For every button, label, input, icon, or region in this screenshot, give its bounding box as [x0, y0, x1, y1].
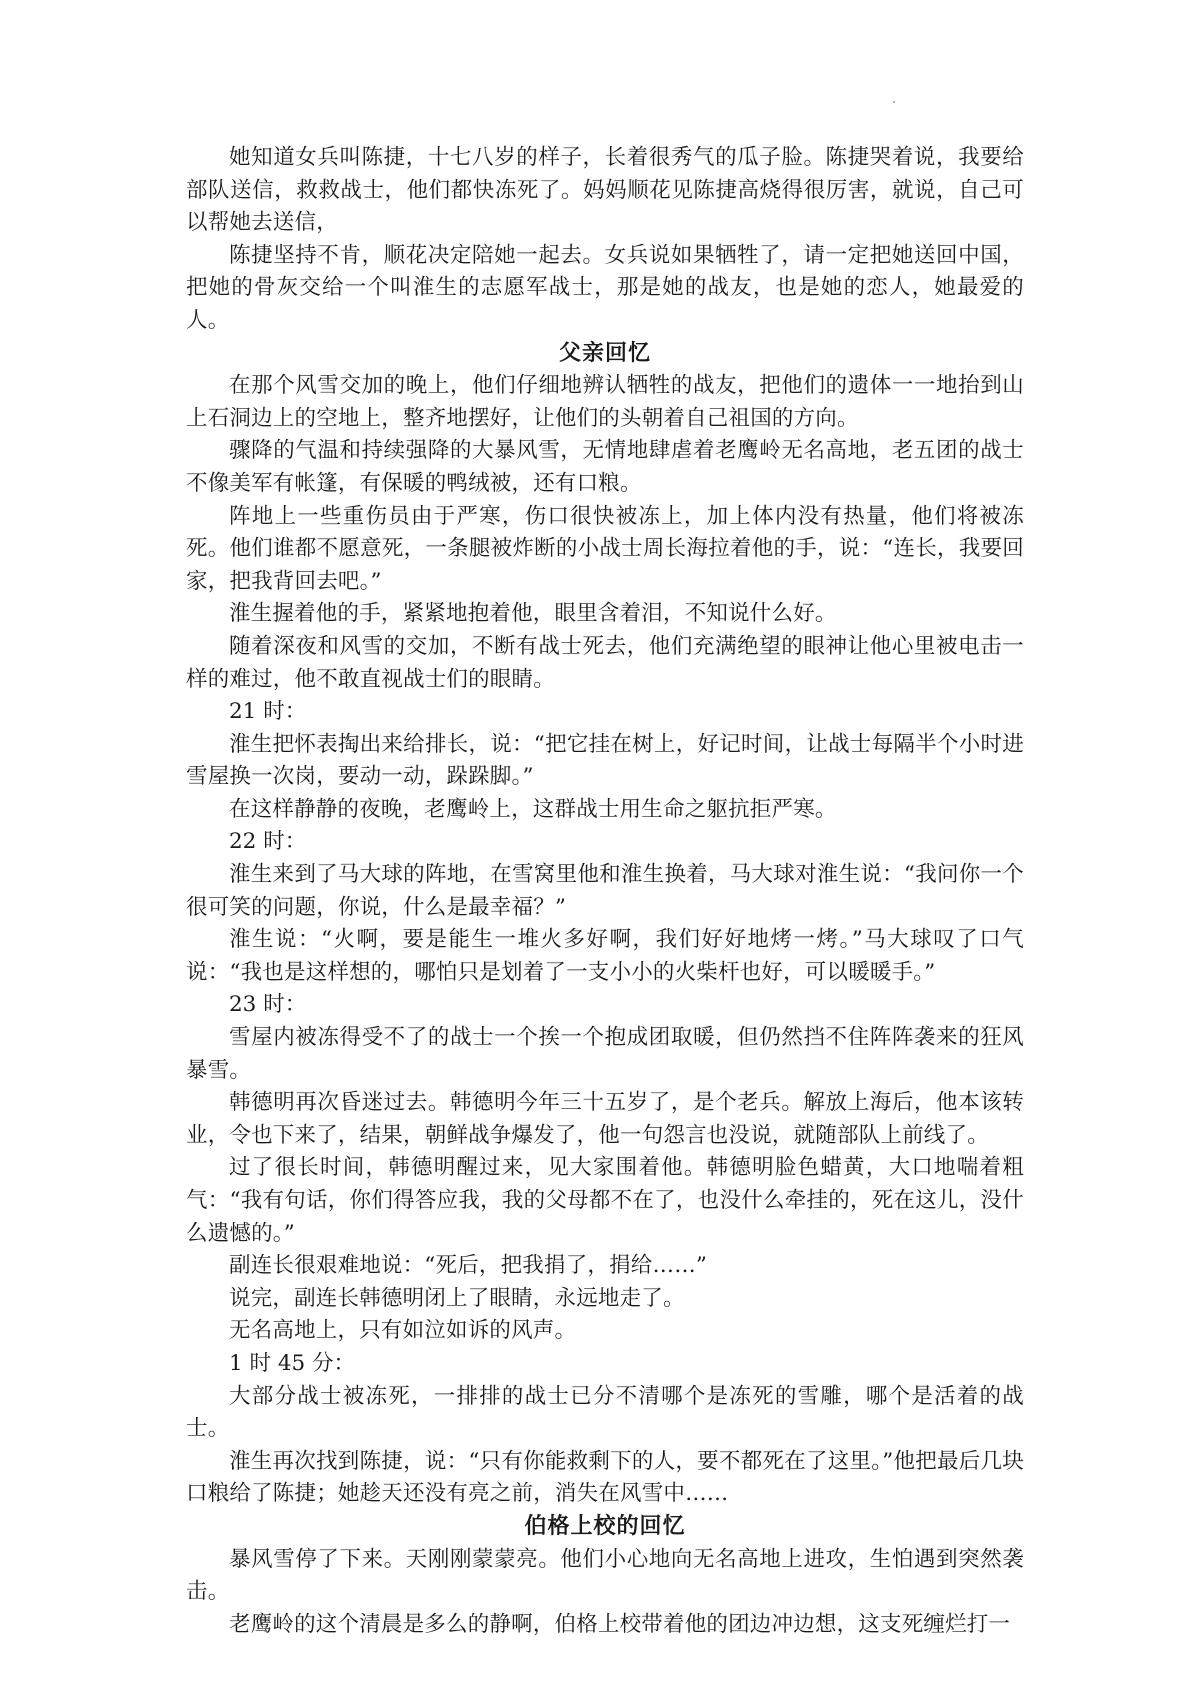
paragraph: 淮生说：“火啊，要是能生一堆火多好啊，我们好好地烤一烤。”马大球叹了口气说：“我也是这样想的，哪怕只是划着了一支小小的火柴杆也好，可以暖暖手。” [186, 927, 1024, 985]
paragraph: 大部分战士被冻死，一排排的战士已分不清哪个是冻死的雪雕，哪个是活着的战士。 [186, 1383, 1024, 1442]
paragraph: 副连长很艰难地说：“死后，把我捐了，捐给……” [229, 1253, 708, 1279]
paragraph: 陈捷坚持不肯，顺花决定陪她一起去。女兵说如果牺牲了，请一定把她送回中国，把她的骨灰交给一个叫淮生的志愿军战士，那是她的战友，也是她的恋人，她最爱的人。 [186, 242, 1024, 333]
paragraph: 说完，副连长韩德明闭上了眼睛，永远地走了。 [229, 1285, 685, 1311]
paragraph: 雪屋内被冻得受不了的战士一个挨一个抱成团取暖，但仍然挡不住阵阵袭来的狂风暴雪。 [186, 1025, 1024, 1083]
paragraph: 韩德明再次昏迷过去。韩德明今年三十五岁了，是个老兵。解放上海后，他本该转业，令也下来了，结果，朝鲜战争爆发了，他一句怨言也没说，就随部队上前线了。 [186, 1090, 1024, 1148]
paragraph: 无名高地上，只有如泣如诉的风声。 [229, 1318, 577, 1344]
time-marker: 1 时 45 分： [229, 1350, 356, 1376]
document-page [186, 142, 1024, 1641]
paragraph: 淮生把怀表掏出来给排长，说：“把它挂在树上，好记时间，让战士每隔半个小时进雪屋换一次岗，要动一动，跺跺脚。” [186, 731, 1024, 790]
paragraph: 暴风雪停了下来。天刚刚蒙蒙亮。他们小心地向无名高地上进攻，生怕遇到突然袭击。 [186, 1546, 1024, 1605]
scan-speck [893, 101, 895, 103]
paragraph: 淮生握着他的手，紧紧地抱着他，眼里含着泪，不知说什么好。 [229, 601, 837, 627]
paragraph: 阵地上一些重伤员由于严寒，伤口很快被冻上，加上体内没有热量，他们将被冻死。他们谁都不愿意死，一条腿被炸断的小战士周长海拉着他的手，说：“连长，我要回家，把我背回去吧。” [186, 503, 1024, 594]
section-heading: 父亲回忆 [558, 340, 651, 366]
paragraph: 骤降的气温和持续强降的大暴风雪，无情地肆虐着老鹰岭无名高地，老五团的战士不像美军有帐篷，有保暖的鸭绒被，还有口粮。 [186, 438, 1024, 496]
paragraph: 淮生来到了马大球的阵地，在雪窝里他和淮生换着，马大球对淮生说：“我问你一个很可笑的问题，你说，什么是最幸福？” [186, 862, 1024, 920]
paragraph: 随着深夜和风雪的交加，不断有战士死去，他们充满绝望的眼神让他心里被电击一样的难过，他不敢直视战士们的眼睛。 [186, 633, 1024, 692]
paragraph: 她知道女兵叫陈捷，十七八岁的样子，长着很秀气的瓜子脸。陈捷哭着说，我要给部队送信，救救战士，他们都快冻死了。妈妈顺花见陈捷高烧得很厉害，就说，自己可以帮她去送信， [186, 145, 1024, 236]
paragraph: 在这样静静的夜晚，老鹰岭上，这群战士用生命之躯抗拒严寒。 [229, 796, 837, 822]
time-marker: 22 时： [229, 829, 307, 855]
paragraph: 老鹰岭的这个清晨是多么的静啊，伯格上校带着他的团边冲边想，这支死缠烂打一 [229, 1611, 1011, 1637]
time-marker: 21 时： [229, 699, 307, 725]
section-heading: 伯格上校的回忆 [524, 1513, 686, 1539]
time-marker: 23 时： [229, 992, 307, 1018]
paragraph: 过了很长时间，韩德明醒过来，见大家围着他。韩德明脸色蜡黄，大口地喘着粗气：“我有句话，你们得答应我，我的父母都不在了，也没什么牵挂的，死在这儿，没什么遗憾的。” [186, 1155, 1024, 1246]
paragraph: 淮生再次找到陈捷，说：“只有你能救剩下的人，要不都死在了这里。”他把最后几块口粮给了陈捷；她趁天还没有亮之前，消失在风雪中…… [186, 1448, 1024, 1507]
paragraph: 在那个风雪交加的晚上，他们仔细地辨认牺牲的战友，把他们的遗体一一地抬到山上石洞边上的空地上，整齐地摆好，让他们的头朝着自己祖国的方向。 [186, 373, 1024, 431]
